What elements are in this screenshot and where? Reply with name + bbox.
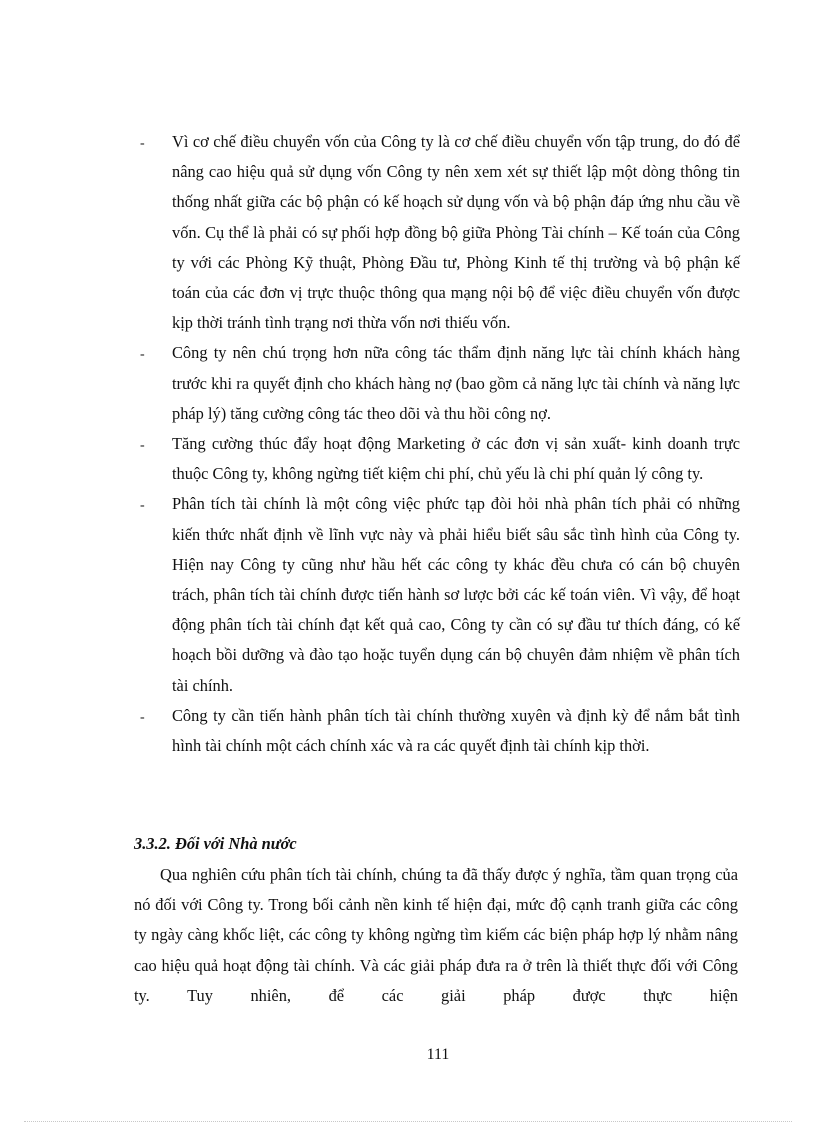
bullet-marker: - [140,347,145,363]
section-heading: 3.3.2. Đối với Nhà nước [134,834,297,853]
list-item-text: Phân tích tài chính là một công việc phức tạp đòi hỏi nhà phân tích phải có những kiến thức nhất định về lĩnh vực này và phải hiểu biết sâu sắc tình hình của Công ty. Hiện nay Công ty cũng như hầu hết các công ty khác đều chưa có cán bộ chuyên trách, phân tích tài chính được tiến hành sơ lược bởi các kế toán viên. Vì vậy, để hoạt động phân tích tài chính đạt kết quả cao, Công ty cần có sự đầu tư thích đáng, có kế hoạch bồi dưỡng và đào tạo hoặc tuyển dụng cán bộ chuyên đảm nhiệm về phân tích tài chính. [172,494,740,695]
bullet-marker: - [140,498,145,514]
bullet-marker: - [140,709,145,725]
recommendation-list [140,127,740,761]
page-bottom-divider [24,1121,792,1122]
list-item [140,429,740,489]
section-paragraph: Qua nghiên cứu phân tích tài chính, chúng ta đã thấy được ý nghĩa, tầm quan trọng của nó đối với Công ty. Trong bối cảnh nền kinh tế hiện đại, mức độ cạnh tranh giữa các công ty ngày càng khốc liệt, các công ty không ngừng tìm kiếm các biện pháp hợp lý nhằm nâng cao hiệu quả hoạt động tài chính. Và các giải pháp đưa ra ở trên là thiết thực đối với Công ty. Tuy nhiên, để các giải pháp được thực hiện [134,865,738,1005]
page-number: 111 [426,1046,450,1063]
list-item [140,127,740,338]
list-item [140,489,740,700]
list-item-text: Công ty nên chú trọng hơn nữa công tác thẩm định năng lực tài chính khách hàng trước khi ra quyết định cho khách hàng nợ (bao gồm cả năng lực tài chính và năng lực pháp lý) tăng cường công tác theo dõi và thu hồi công nợ. [172,343,740,423]
list-item-text: Công ty cần tiến hành phân tích tài chính thường xuyên và định kỳ để nắm bắt tình hình tài chính một cách chính xác và ra các quyết định tài chính kịp thời. [172,705,740,756]
list-item [140,338,740,429]
list-item [140,701,740,761]
bullet-marker: - [140,136,145,151]
bullet-marker: - [140,438,145,454]
list-item-text: Vì cơ chế điều chuyển vốn của Công ty là cơ chế điều chuyển vốn tập trung, do đó để nâng cao hiệu quả sử dụng vốn Công ty nên xem xét sự thiết lập một dòng thông tin thống nhất giữa các bộ phận có kế hoạch sử dụng vốn và bộ phận đáp ứng nhu cầu về vốn. Cụ thể là phải có sự phối hợp đồng bộ giữa Phòng Tài chính – Kế toán của Công ty với các Phòng Kỹ thuật, Phòng Đầu tư, Phòng Kinh tế thị trường và bộ phận kế toán của các đơn vị trực thuộc thông qua mạng nội bộ để việc điều chuyển vốn được kịp thời tránh tình trạng nơi thừa vốn nơi thiếu vốn. [172,132,740,333]
list-item-text: Tăng cường thúc đẩy hoạt động Marketing ở các đơn vị sản xuất- kinh doanh trực thuộc Công ty, không ngừng tiết kiệm chi phí, chủ yếu là chi phí quản lý công ty. [172,434,740,484]
